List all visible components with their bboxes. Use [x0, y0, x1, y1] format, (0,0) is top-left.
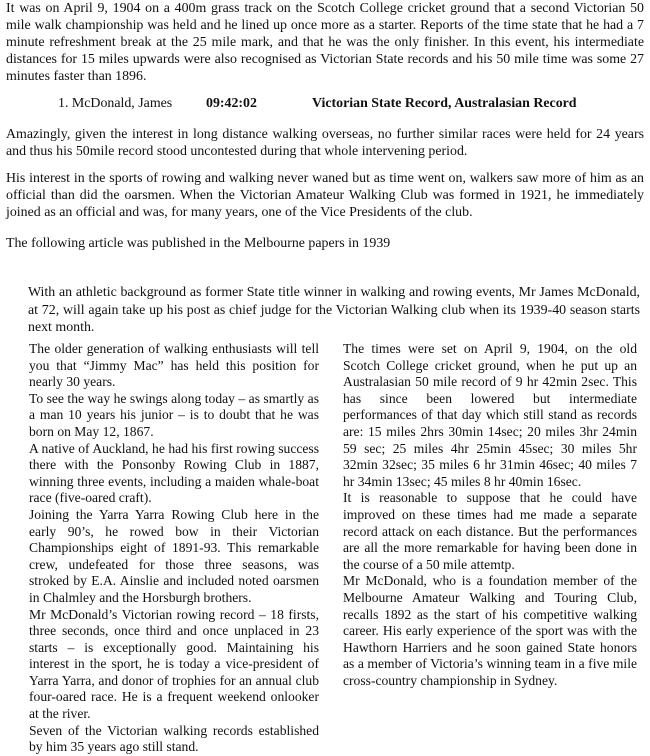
article-paragraph: Seven of the Victorian walking records established by him 35 years ago still stand.	[29, 722, 319, 755]
article-paragraph: It is reasonable to suppose that he could have improved on these times had me made a separate record attack on each distance. But the performances are all the more remarkable for having been done in the course of a 50 mile attemtp.	[343, 490, 637, 572]
article-paragraph: Mr McDonald, who is a foundation member of the Melbourne Amateur Walking and Touring Club, recalls 1892 as the start of his competitive walking career. His early experience of the sport was with the Hawthorn Harriers and he soon gained State honors as a member of Victoria’s winning team in a five mile cross-country championship in Sydney.	[343, 573, 637, 688]
intro-paragraph: It was on April 9, 1904 on a 400m grass track on the Scotch College cricket ground that a second Victorian 50 mile walk championship was held and he lined up once more as a starter. Reports of the time state that he had a 7 minute refreshment break at the 25 mile mark, and that he was the only finisher. In this event, his intermediate distances for 15 miles upwards were also recognised as Victorian State records and his 50 mile time was some 27 minutes faster than 1896.	[6, 1, 644, 84]
result-line	[58, 95, 618, 113]
article-right-column	[343, 341, 637, 689]
article-paragraph: The older generation of walking enthusiasts will tell you that “Jimmy Mac” has held this position for nearly 30 years.	[29, 341, 319, 390]
paragraph-amazingly: Amazingly, given the interest in long distance walking overseas, no further similar races were held for 24 years and thus his 50mile record stood uncontested during that whole intervening period.	[6, 127, 644, 159]
article-lead: With an athletic background as former State title winner in walking and rowing events, Mr James McDonald, at 72, will again take up his post as chief judge for the Victorian Walking club when its 1939-40 season starts next month.	[28, 285, 640, 335]
article-paragraph: Mr McDonald’s Victorian rowing record – 18 firsts, three seconds, once third and once unplaced in 23 starts – is exceptionally good. Maintaining his interest in the sport, he is today a vice-president of Yarra Yarra, and donor of trophies for an annual club four-oared race. He is a frequent weekend onlooker at the river.	[29, 606, 319, 722]
paragraph-interest: His interest in the sports of rowing and walking never waned but as time went on, walkers saw more of him as an official than did the oarsmen. When the Victorian Amateur Walking Club was formed in 1921, he immediately joined as an official and was, for many years, one of the Vice Presidents of the club.	[6, 171, 644, 220]
article-paragraph: The times were set on April 9, 1904, on the old Scotch College cricket ground, when he put up an Australasian 50 mile record of 9 hr 42min 2sec. This has since been lowered but intermediate performances of that day which still stand as records are: 15 miles 2hrs 30min 14sec; 20 miles 3hr 24min 59 sec; 25 miles 4hr 25min 45sec; 30 miles 5hr 32min 32sec; 35 miles 6 hr 31min 46sec; 40 miles 7 hr 34min 13sec; 45 miles 8 hr 40min 16sec.	[343, 341, 637, 489]
result-place: 1. McDonald, James	[58, 96, 173, 111]
article-paragraph: A native of Auckland, he had his first rowing success there with the Ponsonby Rowing Club in 1887, winning three events, including a maiden whale-boat race (five-oared craft).	[29, 440, 319, 506]
article-paragraph: Joining the Yarra Yarra Rowing Club here in the early 90’s, he rowed bow in their Victorian Championships eight of 1891-93. This remarkable crew, undefeated for those three seasons, was stroked by E.A. Ainslie and included noted oarsmen in Chalmley and the Horsburgh brothers.	[29, 506, 319, 605]
article-paragraph: To see the way he swings along today – as smartly as a man 10 years his junior – is to doubt that he was born on May 12, 1867.	[29, 390, 319, 439]
paragraph-article-intro: The following article was published in the Melbourne papers in 1939	[6, 236, 391, 251]
result-record: Victorian State Record, Australasian Record	[312, 96, 577, 111]
result-time: 09:42:02	[206, 96, 257, 111]
article-left-column	[29, 341, 319, 756]
